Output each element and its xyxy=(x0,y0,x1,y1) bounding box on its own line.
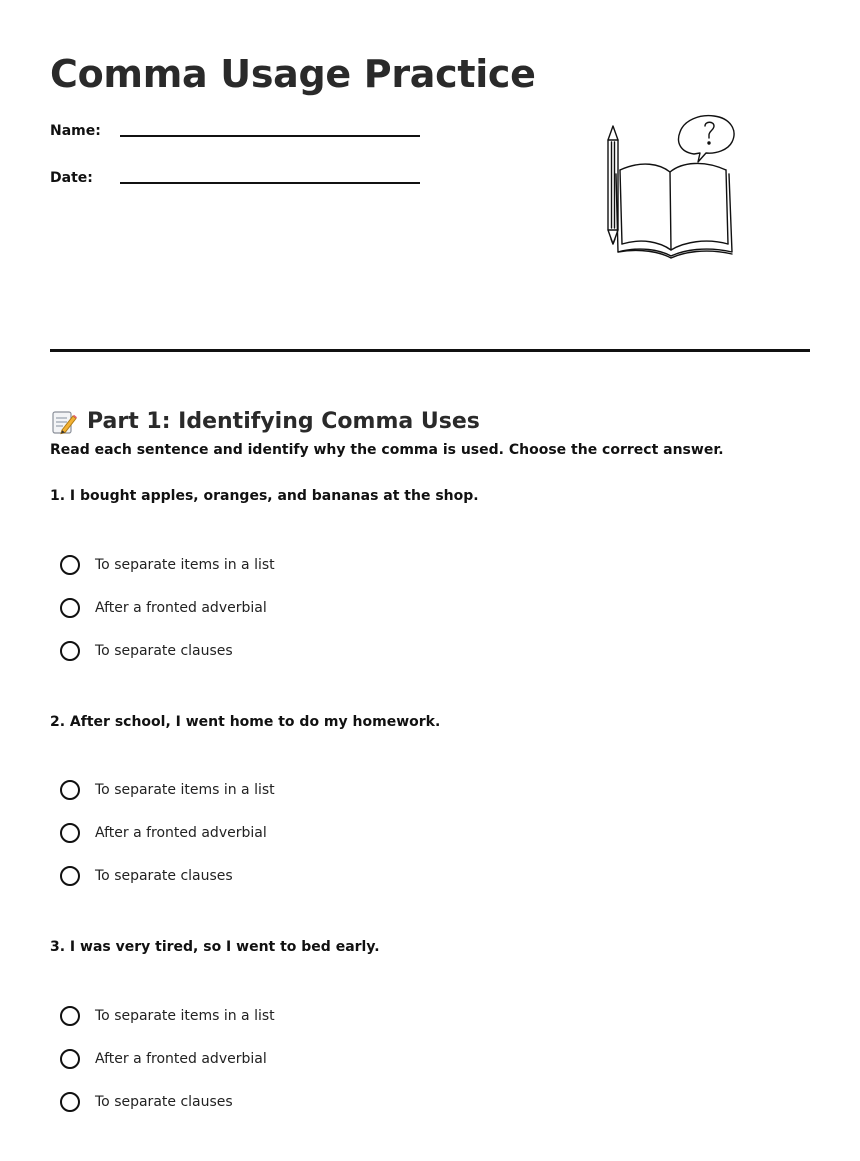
part1-heading-text: Part 1: Identifying Comma Uses xyxy=(87,409,480,435)
radio-button[interactable] xyxy=(60,641,80,661)
option-label: To separate clauses xyxy=(95,1094,233,1110)
question-text: 3. I was very tired, so I went to bed early. xyxy=(50,939,380,955)
radio-button[interactable] xyxy=(60,1049,80,1069)
radio-button[interactable] xyxy=(60,780,80,800)
section-divider xyxy=(50,349,810,352)
option-label: To separate items in a list xyxy=(95,782,275,798)
option-fronted-adverbial[interactable] xyxy=(60,1045,267,1073)
memo-icon xyxy=(50,408,78,436)
book-pencil-question-icon xyxy=(602,102,742,262)
instructions: Read each sentence and identify why the comma is used. Choose the correct answer. xyxy=(50,442,724,458)
name-label: Name: xyxy=(50,123,101,139)
question-text: 2. After school, I went home to do my homework. xyxy=(50,714,441,730)
date-field xyxy=(50,168,430,192)
option-label: To separate items in a list xyxy=(95,1008,275,1024)
name-field xyxy=(50,121,430,145)
date-line[interactable] xyxy=(120,182,420,184)
option-label: To separate items in a list xyxy=(95,557,275,573)
option-list[interactable] xyxy=(60,1002,275,1030)
radio-button[interactable] xyxy=(60,823,80,843)
option-clauses[interactable] xyxy=(60,637,233,665)
option-clauses[interactable] xyxy=(60,1088,233,1116)
option-list[interactable] xyxy=(60,551,275,579)
option-label: To separate clauses xyxy=(95,643,233,659)
option-fronted-adverbial[interactable] xyxy=(60,819,267,847)
option-label: After a fronted adverbial xyxy=(95,825,267,841)
radio-button[interactable] xyxy=(60,1092,80,1112)
option-fronted-adverbial[interactable] xyxy=(60,594,267,622)
option-list[interactable] xyxy=(60,776,275,804)
page-title: Comma Usage Practice xyxy=(50,52,536,96)
option-label: After a fronted adverbial xyxy=(95,1051,267,1067)
option-label: To separate clauses xyxy=(95,868,233,884)
radio-button[interactable] xyxy=(60,555,80,575)
date-label: Date: xyxy=(50,170,93,186)
question-text: 1. I bought apples, oranges, and bananas at the shop. xyxy=(50,488,479,504)
radio-button[interactable] xyxy=(60,1006,80,1026)
name-line[interactable] xyxy=(120,135,420,137)
radio-button[interactable] xyxy=(60,598,80,618)
part1-heading xyxy=(50,406,480,438)
option-label: After a fronted adverbial xyxy=(95,600,267,616)
option-clauses[interactable] xyxy=(60,862,233,890)
radio-button[interactable] xyxy=(60,866,80,886)
